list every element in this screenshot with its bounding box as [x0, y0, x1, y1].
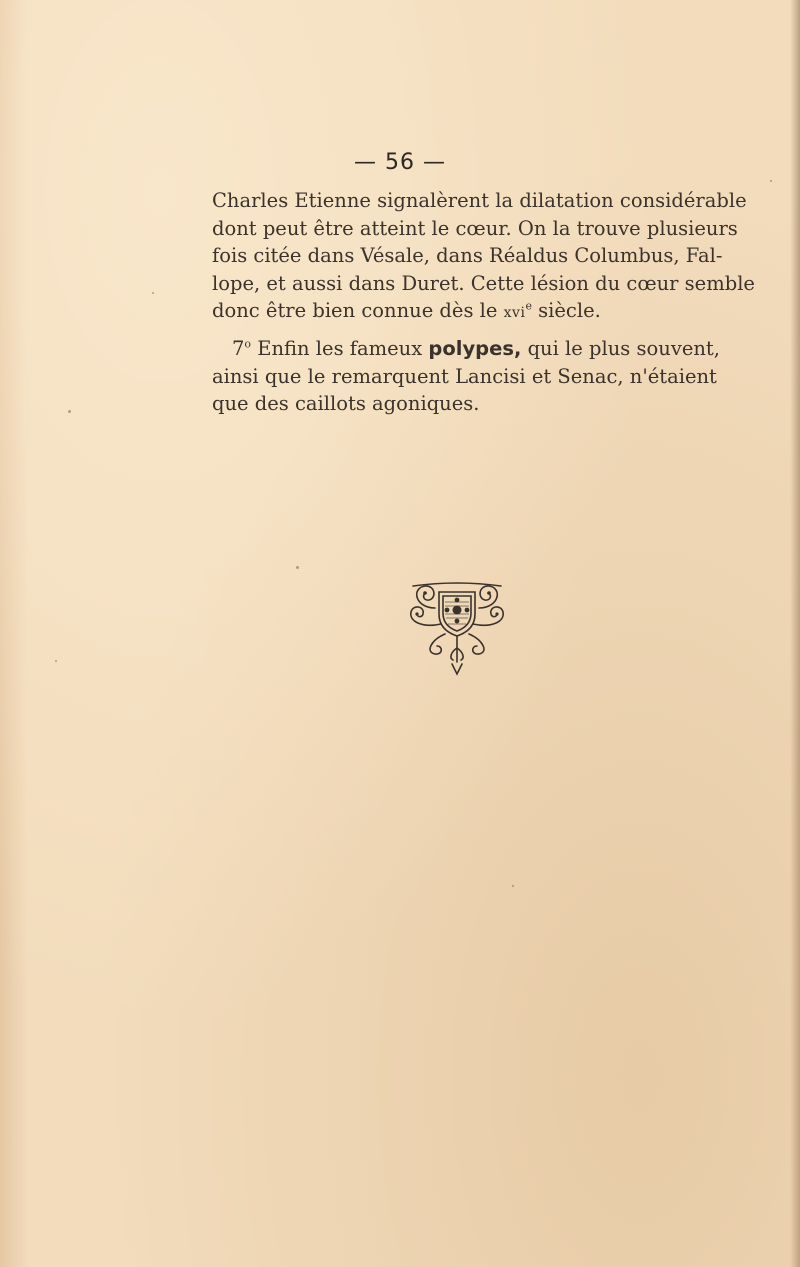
bold-term: polypes, [428, 337, 522, 360]
text-fragment: qui le plus souvent, [521, 337, 720, 360]
text-line: Charles Etienne signalèrent la dilatation considérable [212, 189, 747, 212]
paper-speck [55, 660, 57, 662]
text-line: ainsi que le remarquent Lancisi et Senac, n'étaient [212, 364, 717, 388]
paper-speck [68, 410, 71, 413]
paper-speck [152, 292, 154, 294]
text-line: dont peut être atteint le cœur. On la trouve plusieurs [212, 216, 738, 240]
text-line: lope, et aussi dans Duret. Cette lésion du cœur semble [212, 271, 755, 295]
text-line: fois citée dans Vésale, dans Réaldus Columbus, Fal- [212, 244, 723, 267]
text-line [212, 335, 720, 363]
superscript: e [525, 299, 532, 313]
paper-speck [512, 885, 514, 887]
page-number: — 56 — [354, 150, 446, 175]
text-fragment: siècle. [531, 299, 601, 322]
paper-speck [296, 566, 299, 569]
text-line [212, 297, 708, 328]
superscript: o [244, 337, 252, 351]
paragraph-dilatation [212, 187, 755, 328]
century-numeral: xvi [503, 305, 526, 321]
paper-speck [770, 180, 772, 182]
text-line: que des caillots agoniques. [212, 392, 480, 415]
text-fragment: Enfin les fameux [251, 337, 429, 360]
list-numeral: 7 [232, 337, 245, 360]
text-fragment: donc être bien connue dès le [212, 299, 504, 322]
paragraph-polypes [212, 335, 720, 418]
fleuron-ornament-icon [405, 578, 509, 678]
